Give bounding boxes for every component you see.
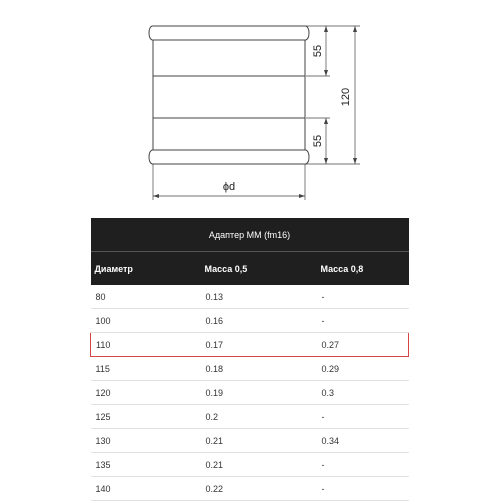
column-header-diameter: Диаметр — [91, 252, 201, 286]
cell-diameter: 115 — [91, 357, 201, 381]
cell-mass-05: 0.13 — [201, 285, 317, 309]
cell-mass-05: 0.21 — [201, 429, 317, 453]
column-header-mass-08: Масса 0,8 — [317, 252, 409, 286]
cell-mass-05: 0.19 — [201, 381, 317, 405]
cell-mass-08: - — [317, 453, 409, 477]
table-row — [91, 381, 409, 405]
cell-mass-05: 0.21 — [201, 453, 317, 477]
cell-diameter: 80 — [91, 285, 201, 309]
cell-diameter: 100 — [91, 309, 201, 333]
cell-mass-08: - — [317, 285, 409, 309]
table-header-row — [91, 252, 409, 286]
cell-diameter: 120 — [91, 381, 201, 405]
cell-mass-08: - — [317, 477, 409, 501]
cell-mass-05: 0.18 — [201, 357, 317, 381]
cell-mass-08: 0.29 — [317, 357, 409, 381]
cell-mass-08: 0.27 — [317, 333, 409, 357]
spec-table-container — [90, 218, 408, 501]
cell-diameter: 125 — [91, 405, 201, 429]
cell-mass-08: - — [317, 309, 409, 333]
dimension-arrows — [153, 26, 357, 198]
cell-diameter: 110 — [91, 333, 201, 357]
table-row — [91, 405, 409, 429]
cell-mass-08: 0.3 — [317, 381, 409, 405]
top-left-bead — [149, 26, 152, 40]
cell-diameter: 135 — [91, 453, 201, 477]
adapter-technical-drawing — [0, 0, 500, 215]
table-row — [91, 285, 409, 309]
cell-mass-08: - — [317, 405, 409, 429]
table-row — [91, 477, 409, 501]
cell-diameter: 130 — [91, 429, 201, 453]
bottom-left-bead — [149, 150, 152, 164]
dim-label-diameter: ϕd — [222, 181, 236, 193]
cell-mass-05: 0.22 — [201, 477, 317, 501]
bottom-right-bead — [306, 150, 309, 164]
table-row — [91, 309, 409, 333]
cell-diameter: 140 — [91, 477, 201, 501]
table-row-highlighted — [91, 333, 409, 357]
adapter-drawing-svg — [0, 0, 500, 215]
cell-mass-05: 0.2 — [201, 405, 317, 429]
spec-table — [90, 218, 409, 501]
table-row — [91, 453, 409, 477]
dim-label-total: 120 — [339, 87, 352, 107]
cell-mass-08: 0.34 — [317, 429, 409, 453]
table-title: Адаптер ММ (fm16) — [91, 218, 409, 252]
table-title-row — [91, 218, 409, 252]
dim-label-top: 55 — [311, 44, 324, 58]
table-row — [91, 429, 409, 453]
table-row — [91, 357, 409, 381]
top-right-bead — [306, 26, 309, 40]
cell-mass-05: 0.16 — [201, 309, 317, 333]
column-header-mass-05: Масса 0,5 — [201, 252, 317, 286]
cell-mass-05: 0.17 — [201, 333, 317, 357]
dim-label-bottom: 55 — [311, 134, 324, 148]
